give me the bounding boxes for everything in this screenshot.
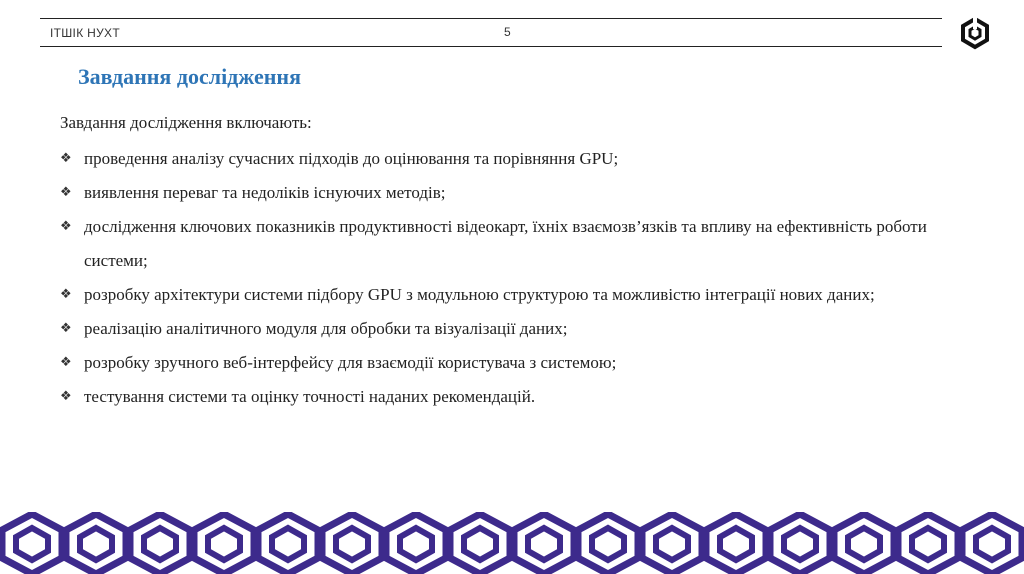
- task-content: [60, 108, 960, 414]
- diamond-bullet-icon: ❖: [60, 151, 72, 166]
- intro-text: Завдання дослідження включають:: [60, 113, 312, 132]
- logo-icon: [958, 16, 992, 50]
- diamond-bullet-icon: ❖: [60, 321, 72, 336]
- header-top-rule: [40, 18, 942, 19]
- header-bottom-rule: [40, 46, 942, 47]
- hexagon-pattern-border: [0, 512, 1024, 574]
- list-item: ❖ розробку архітектури системи підбору GPU з модульною структурою та можливістю інтеграції нових даних;: [60, 278, 960, 312]
- list-item: ❖ виявлення переваг та недоліків існуючих методів;: [60, 176, 960, 210]
- task-list: [60, 142, 960, 414]
- diamond-bullet-icon: ❖: [60, 219, 72, 234]
- diamond-bullet-icon: ❖: [60, 355, 72, 370]
- list-item: ❖ реалізацію аналітичного модуля для обробки та візуалізації даних;: [60, 312, 960, 346]
- list-item: ❖ проведення аналізу сучасних підходів до оцінювання та порівняння GPU;: [60, 142, 960, 176]
- page-number: 5: [504, 25, 511, 39]
- list-item: ❖ тестування системи та оцінку точності наданих рекомендацій.: [60, 380, 960, 414]
- diamond-bullet-icon: ❖: [60, 185, 72, 200]
- diamond-bullet-icon: ❖: [60, 287, 72, 302]
- slide-title: Завдання дослідження: [78, 64, 301, 89]
- list-item: ❖ дослідження ключових показників продуктивності відеокарт, їхніх взаємозв’язків та впливу на ефективність роботи системи;: [60, 210, 960, 278]
- list-item: ❖ розробку зручного веб-інтерфейсу для взаємодії користувача з системою;: [60, 346, 960, 380]
- diamond-bullet-icon: ❖: [60, 389, 72, 404]
- header-org-label: ІТШІК НУХТ: [50, 26, 120, 40]
